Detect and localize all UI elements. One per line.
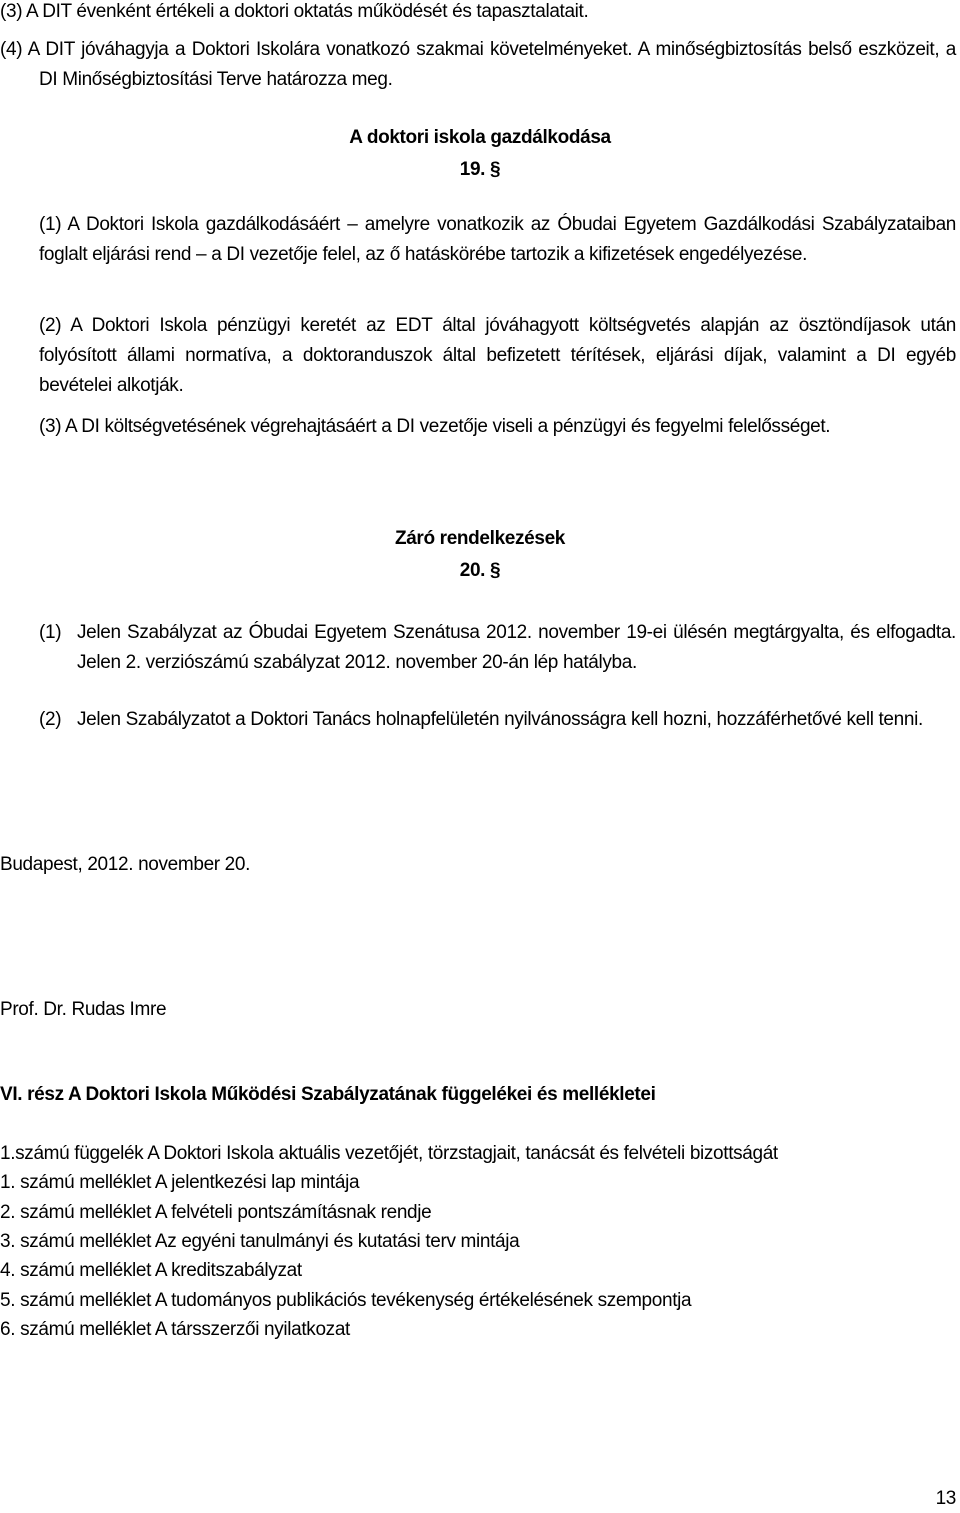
appendix-item: 3. számú melléklet Az egyéni tanulmányi és kutatási terv mintája — [0, 1231, 520, 1252]
section-20-paragraph-1-text: Jelen Szabályzat az Óbudai Egyetem Szenátusa 2012. november 19-ei ülésén megtárgyalta, és elfogadta. Jelen 2. verziószámú szabályzat 2012. november 20-án lép hatályba. — [77, 622, 956, 673]
appendix-item: 1. számú melléklet A jelentkezési lap mintája — [0, 1172, 360, 1193]
paragraph-4 — [0, 35, 956, 95]
appendix-item: 1.számú függelék A Doktori Iskola aktuális vezetőjét, törzstagjait, tanácsát és felvételi bizottságát — [0, 1143, 778, 1164]
section-heading-gazdalkodas: A doktori iskola gazdálkodása — [349, 127, 611, 148]
section-number-20: 20. § — [459, 560, 501, 581]
signatory: Prof. Dr. Rudas Imre — [0, 999, 167, 1020]
paragraph-3: (3) A DIT évenként értékeli a doktori oktatás működését és tapasztalatait. — [0, 1, 589, 22]
section-20-paragraph-2 — [39, 705, 956, 767]
section-20-paragraph-2-text: Jelen Szabályzatot a Doktori Tanács holnapfelületén nyilvánosságra kell hozni, hozzáférhetővé kell tenni. — [77, 709, 923, 730]
section-number-19: 19. § — [459, 159, 501, 180]
section-20-paragraph-2-number: (2) — [39, 709, 62, 730]
section-19-paragraph-1: (1) A Doktori Iskola gazdálkodásáért – amelyre vonatkozik az Óbudai Egyetem Gazdálkodási Szabályzataiban foglalt eljárási rend – a DI vezetője felel, az ő hatáskörébe tartozik a kifizetések engedélyezése. — [39, 214, 956, 265]
section-20-paragraph-1 — [39, 618, 956, 680]
part-6-heading: VI. rész A Doktori Iskola Működési Szabályzatának függelékei és mellékletei — [0, 1084, 656, 1105]
place-date: Budapest, 2012. november 20. — [0, 854, 251, 875]
appendix-item: 4. számú melléklet A kreditszabályzat — [0, 1260, 302, 1281]
section-20-paragraph-1-number: (1) — [39, 622, 62, 643]
appendix-item: 2. számú melléklet A felvételi pontszámításnak rendje — [0, 1202, 432, 1223]
paragraph-4-text: (4) A DIT jóváhagyja a Doktori Iskolára vonatkozó szakmai követelményeket. A minőségbiztosítás belső eszközeit, a DI Minőségbiztosítási Terve határozza meg. — [0, 39, 956, 90]
section-19-paragraph-3: (3) A DI költségvetésének végrehajtásáért a DI vezetője viseli a pénzügyi és fegyelmi felelősséget. — [39, 416, 831, 437]
appendix-item: 6. számú melléklet A társszerzői nyilatkozat — [0, 1319, 350, 1340]
section-heading-zaro: Záró rendelkezések — [394, 528, 566, 549]
page-number: 13 — [935, 1488, 956, 1509]
section-19-paragraph-2: (2) A Doktori Iskola pénzügyi keretét az EDT által jóváhagyott költségvetés alapján az ösztöndíjasok után folyósított állami normatíva, a doktoranduszok által befizetett térítések, eljárási díjak, valamint a DI egyéb bevételei alkotják. — [39, 315, 956, 396]
appendix-item: 5. számú melléklet A tudományos publikációs tevékenység értékelésének szempontja — [0, 1290, 692, 1311]
